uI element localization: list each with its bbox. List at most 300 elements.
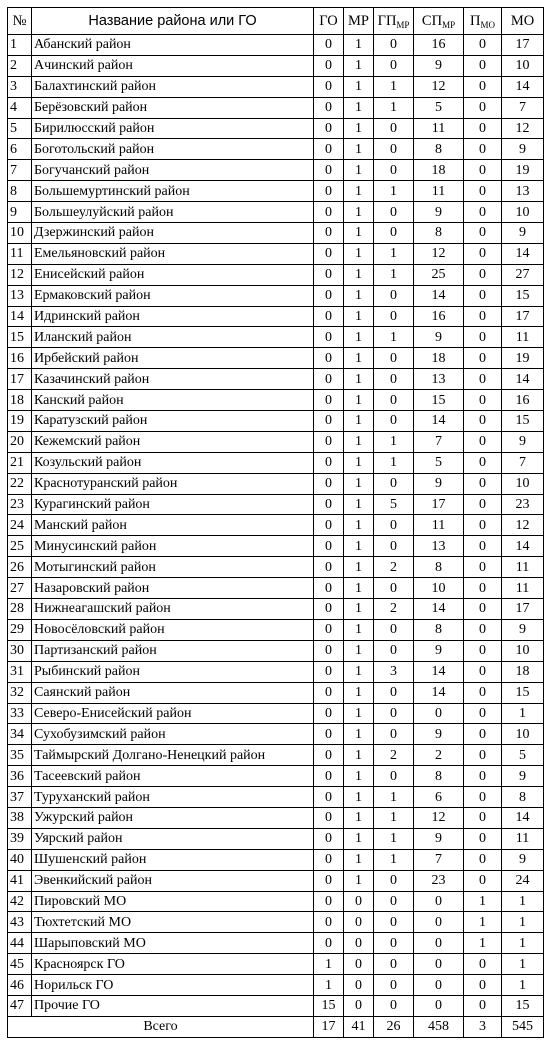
cell-p: 0 [464,118,502,139]
table-row [8,97,544,118]
cell-p: 0 [464,160,502,181]
cell-p: 0 [464,766,502,787]
cell-sp: 13 [414,536,464,557]
cell-num: 14 [8,306,32,327]
table-row [8,35,544,56]
cell-sp: 9 [414,202,464,223]
cell-mr: 1 [344,807,374,828]
cell-mo: 18 [502,661,544,682]
cell-name: Каратузский район [32,411,314,432]
table-row [8,264,544,285]
cell-mr: 1 [344,494,374,515]
cell-mo: 12 [502,515,544,536]
cell-mr: 1 [344,619,374,640]
cell-p: 1 [464,891,502,912]
cell-p: 0 [464,557,502,578]
cell-name: Емельяновский район [32,243,314,264]
cell-sp: 9 [414,640,464,661]
cell-go: 0 [314,55,344,76]
cell-num: 9 [8,202,32,223]
cell-name: Северо-Енисейский район [32,703,314,724]
cell-mr: 1 [344,724,374,745]
cell-name: Идринский район [32,306,314,327]
table-row [8,181,544,202]
cell-name: Мотыгинский район [32,557,314,578]
table-row [8,807,544,828]
cell-name: Балахтинский район [32,76,314,97]
cell-mo: 9 [502,223,544,244]
cell-p: 0 [464,515,502,536]
cell-num: 40 [8,849,32,870]
cell-gp: 2 [374,745,414,766]
cell-p: 0 [464,348,502,369]
cell-gp: 0 [374,55,414,76]
cell-sp: 9 [414,55,464,76]
table-row [8,494,544,515]
cell-gp: 0 [374,35,414,56]
cell-num: 43 [8,912,32,933]
cell-sp: 2 [414,745,464,766]
cell-num: 23 [8,494,32,515]
cell-sp: 14 [414,411,464,432]
cell-p: 0 [464,745,502,766]
table-row [8,891,544,912]
cell-num: 28 [8,599,32,620]
header-gp-sub: МР [396,20,410,30]
cell-sp: 5 [414,452,464,473]
cell-gp: 0 [374,933,414,954]
cell-num: 8 [8,181,32,202]
table-row [8,431,544,452]
cell-mr: 1 [344,640,374,661]
cell-go: 0 [314,264,344,285]
cell-name: Енисейский район [32,264,314,285]
cell-gp: 0 [374,766,414,787]
cell-sp: 16 [414,35,464,56]
cell-go: 0 [314,181,344,202]
table-row [8,369,544,390]
cell-mr: 1 [344,599,374,620]
cell-mr: 1 [344,202,374,223]
cell-sp: 0 [414,933,464,954]
table-row [8,745,544,766]
cell-mr: 1 [344,35,374,56]
cell-sp: 0 [414,995,464,1016]
cell-mo: 15 [502,411,544,432]
cell-p: 1 [464,912,502,933]
cell-name: Курагинский район [32,494,314,515]
cell-p: 0 [464,807,502,828]
cell-mo: 10 [502,202,544,223]
cell-mo: 5 [502,745,544,766]
cell-gp: 0 [374,954,414,975]
cell-p: 0 [464,264,502,285]
cell-go: 0 [314,536,344,557]
total-sp: 458 [414,1016,464,1037]
cell-gp: 0 [374,390,414,411]
table-body [8,35,544,1017]
total-mr: 41 [344,1016,374,1037]
cell-name: Кежемский район [32,431,314,452]
cell-go: 0 [314,494,344,515]
cell-name: Прочие ГО [32,995,314,1016]
cell-gp: 5 [374,494,414,515]
cell-num: 13 [8,285,32,306]
cell-name: Казачинский район [32,369,314,390]
cell-mr: 1 [344,431,374,452]
cell-name: Боготольский район [32,139,314,160]
table-row [8,975,544,996]
cell-sp: 0 [414,703,464,724]
cell-name: Партизанский район [32,640,314,661]
cell-p: 0 [464,661,502,682]
cell-gp: 0 [374,975,414,996]
cell-name: Пировский МО [32,891,314,912]
cell-mo: 19 [502,160,544,181]
cell-name: Большемуртинский район [32,181,314,202]
cell-go: 0 [314,807,344,828]
cell-p: 0 [464,870,502,891]
cell-mr: 0 [344,954,374,975]
table-row [8,557,544,578]
cell-gp: 1 [374,264,414,285]
cell-sp: 9 [414,724,464,745]
cell-name: Саянский район [32,682,314,703]
cell-name: Бирилюсский район [32,118,314,139]
cell-mr: 1 [344,285,374,306]
cell-num: 29 [8,619,32,640]
cell-mr: 1 [344,578,374,599]
cell-p: 0 [464,369,502,390]
cell-p: 0 [464,55,502,76]
cell-gp: 0 [374,891,414,912]
cell-mo: 14 [502,76,544,97]
cell-gp: 0 [374,640,414,661]
cell-sp: 17 [414,494,464,515]
cell-num: 26 [8,557,32,578]
table-footer [8,1016,544,1037]
cell-sp: 18 [414,160,464,181]
cell-mo: 15 [502,682,544,703]
cell-name: Рыбинский район [32,661,314,682]
table-row [8,390,544,411]
cell-num: 25 [8,536,32,557]
cell-name: Абанский район [32,35,314,56]
cell-mo: 10 [502,55,544,76]
cell-mo: 7 [502,452,544,473]
cell-mr: 1 [344,55,374,76]
cell-gp: 1 [374,181,414,202]
cell-num: 24 [8,515,32,536]
cell-sp: 23 [414,870,464,891]
cell-gp: 2 [374,599,414,620]
cell-mo: 9 [502,431,544,452]
cell-go: 1 [314,975,344,996]
cell-go: 0 [314,139,344,160]
cell-num: 38 [8,807,32,828]
cell-p: 0 [464,975,502,996]
cell-go: 0 [314,703,344,724]
cell-name: Красноярск ГО [32,954,314,975]
cell-go: 0 [314,891,344,912]
cell-mo: 27 [502,264,544,285]
cell-mo: 7 [502,97,544,118]
cell-mo: 12 [502,118,544,139]
cell-mr: 1 [344,828,374,849]
header-num: № [8,8,32,35]
table-row [8,995,544,1016]
cell-num: 30 [8,640,32,661]
cell-name: Эвенкийский район [32,870,314,891]
cell-gp: 3 [374,661,414,682]
table-row [8,348,544,369]
cell-go: 0 [314,578,344,599]
cell-gp: 0 [374,578,414,599]
cell-gp: 1 [374,431,414,452]
cell-p: 0 [464,243,502,264]
cell-num: 44 [8,933,32,954]
cell-mo: 9 [502,766,544,787]
cell-mo: 24 [502,870,544,891]
cell-mo: 14 [502,536,544,557]
header-gp-base: ГП [377,13,397,29]
cell-go: 0 [314,243,344,264]
cell-go: 0 [314,285,344,306]
cell-go: 0 [314,682,344,703]
cell-gp: 1 [374,327,414,348]
cell-go: 0 [314,787,344,808]
cell-mo: 15 [502,995,544,1016]
header-go: ГО [314,8,344,35]
cell-go: 15 [314,995,344,1016]
cell-p: 0 [464,849,502,870]
cell-mr: 1 [344,369,374,390]
cell-sp: 8 [414,139,464,160]
table-row [8,849,544,870]
cell-mo: 17 [502,306,544,327]
cell-name: Ермаковский район [32,285,314,306]
table-row [8,411,544,432]
cell-gp: 0 [374,223,414,244]
cell-mo: 13 [502,181,544,202]
cell-num: 1 [8,35,32,56]
cell-name: Иланский район [32,327,314,348]
header-mo: МО [502,8,544,35]
cell-gp: 1 [374,787,414,808]
cell-mo: 16 [502,390,544,411]
table-row [8,76,544,97]
cell-sp: 9 [414,327,464,348]
cell-mo: 1 [502,954,544,975]
cell-mr: 1 [344,97,374,118]
cell-name: Нижнеагашский район [32,599,314,620]
header-mr: МР [344,8,374,35]
cell-mr: 0 [344,912,374,933]
cell-mo: 1 [502,912,544,933]
cell-gp: 0 [374,682,414,703]
table-row [8,473,544,494]
cell-mr: 1 [344,223,374,244]
cell-num: 36 [8,766,32,787]
total-p: 3 [464,1016,502,1037]
header-sp-base: СП [421,13,443,29]
cell-name: Богучанский район [32,160,314,181]
cell-p: 0 [464,578,502,599]
cell-go: 0 [314,369,344,390]
cell-sp: 11 [414,181,464,202]
cell-name: Норильск ГО [32,975,314,996]
cell-go: 0 [314,202,344,223]
cell-mr: 1 [344,766,374,787]
cell-gp: 0 [374,703,414,724]
header-sp [414,8,464,35]
cell-mr: 1 [344,327,374,348]
cell-go: 0 [314,76,344,97]
cell-mr: 1 [344,139,374,160]
cell-name: Дзержинский район [32,223,314,244]
table-row [8,933,544,954]
total-go: 17 [314,1016,344,1037]
table-row [8,661,544,682]
cell-num: 5 [8,118,32,139]
cell-p: 0 [464,787,502,808]
cell-num: 39 [8,828,32,849]
cell-go: 0 [314,849,344,870]
cell-gp: 0 [374,912,414,933]
header-name: Название района или ГО [32,8,314,35]
cell-gp: 1 [374,76,414,97]
header-p-sub: МО [480,20,495,30]
cell-sp: 12 [414,807,464,828]
cell-p: 0 [464,327,502,348]
cell-p: 0 [464,828,502,849]
cell-mo: 10 [502,724,544,745]
header-gp [374,8,414,35]
cell-sp: 7 [414,431,464,452]
cell-num: 18 [8,390,32,411]
cell-gp: 1 [374,807,414,828]
cell-mo: 1 [502,891,544,912]
cell-mo: 9 [502,849,544,870]
cell-mr: 1 [344,870,374,891]
cell-sp: 10 [414,578,464,599]
cell-mo: 1 [502,975,544,996]
cell-mo: 8 [502,787,544,808]
cell-gp: 2 [374,557,414,578]
cell-sp: 0 [414,975,464,996]
cell-name: Большеулуйский район [32,202,314,223]
cell-p: 0 [464,703,502,724]
cell-num: 17 [8,369,32,390]
cell-mr: 1 [344,745,374,766]
cell-go: 0 [314,390,344,411]
cell-sp: 8 [414,619,464,640]
cell-num: 16 [8,348,32,369]
cell-num: 22 [8,473,32,494]
cell-gp: 1 [374,828,414,849]
cell-num: 32 [8,682,32,703]
table-row [8,139,544,160]
cell-mo: 10 [502,640,544,661]
cell-name: Ирбейский район [32,348,314,369]
header-sp-sub: МР [442,20,456,30]
total-mo: 545 [502,1016,544,1037]
cell-go: 0 [314,661,344,682]
cell-gp: 0 [374,202,414,223]
cell-name: Таймырский Долгано-Ненецкий район [32,745,314,766]
cell-num: 10 [8,223,32,244]
cell-mr: 1 [344,473,374,494]
table-row [8,912,544,933]
cell-gp: 0 [374,536,414,557]
cell-mo: 19 [502,348,544,369]
table-row [8,954,544,975]
cell-num: 3 [8,76,32,97]
cell-mr: 1 [344,118,374,139]
cell-sp: 9 [414,473,464,494]
cell-name: Тюхтетский МО [32,912,314,933]
cell-mo: 23 [502,494,544,515]
cell-mr: 1 [344,452,374,473]
cell-mr: 0 [344,891,374,912]
cell-mo: 15 [502,285,544,306]
cell-num: 34 [8,724,32,745]
cell-num: 11 [8,243,32,264]
cell-mo: 14 [502,243,544,264]
cell-sp: 12 [414,76,464,97]
cell-sp: 11 [414,118,464,139]
cell-sp: 8 [414,223,464,244]
cell-p: 0 [464,619,502,640]
table-row [8,640,544,661]
cell-p: 0 [464,35,502,56]
cell-go: 0 [314,599,344,620]
cell-p: 0 [464,536,502,557]
cell-num: 15 [8,327,32,348]
cell-go: 0 [314,160,344,181]
cell-p: 0 [464,724,502,745]
cell-sp: 14 [414,682,464,703]
cell-sp: 25 [414,264,464,285]
cell-p: 0 [464,431,502,452]
cell-mo: 11 [502,578,544,599]
table-row [8,599,544,620]
cell-name: Козульский район [32,452,314,473]
table-row [8,787,544,808]
table-row [8,285,544,306]
cell-p: 0 [464,640,502,661]
header-p [464,8,502,35]
cell-mo: 17 [502,35,544,56]
cell-go: 0 [314,515,344,536]
cell-num: 37 [8,787,32,808]
table-row [8,703,544,724]
total-label: Всего [8,1016,314,1037]
cell-num: 42 [8,891,32,912]
cell-name: Минусинский район [32,536,314,557]
cell-sp: 16 [414,306,464,327]
cell-num: 2 [8,55,32,76]
cell-mo: 10 [502,473,544,494]
cell-mo: 11 [502,557,544,578]
cell-num: 20 [8,431,32,452]
cell-mr: 1 [344,411,374,432]
cell-mr: 0 [344,975,374,996]
total-row [8,1016,544,1037]
cell-num: 35 [8,745,32,766]
cell-p: 0 [464,76,502,97]
table-row [8,118,544,139]
